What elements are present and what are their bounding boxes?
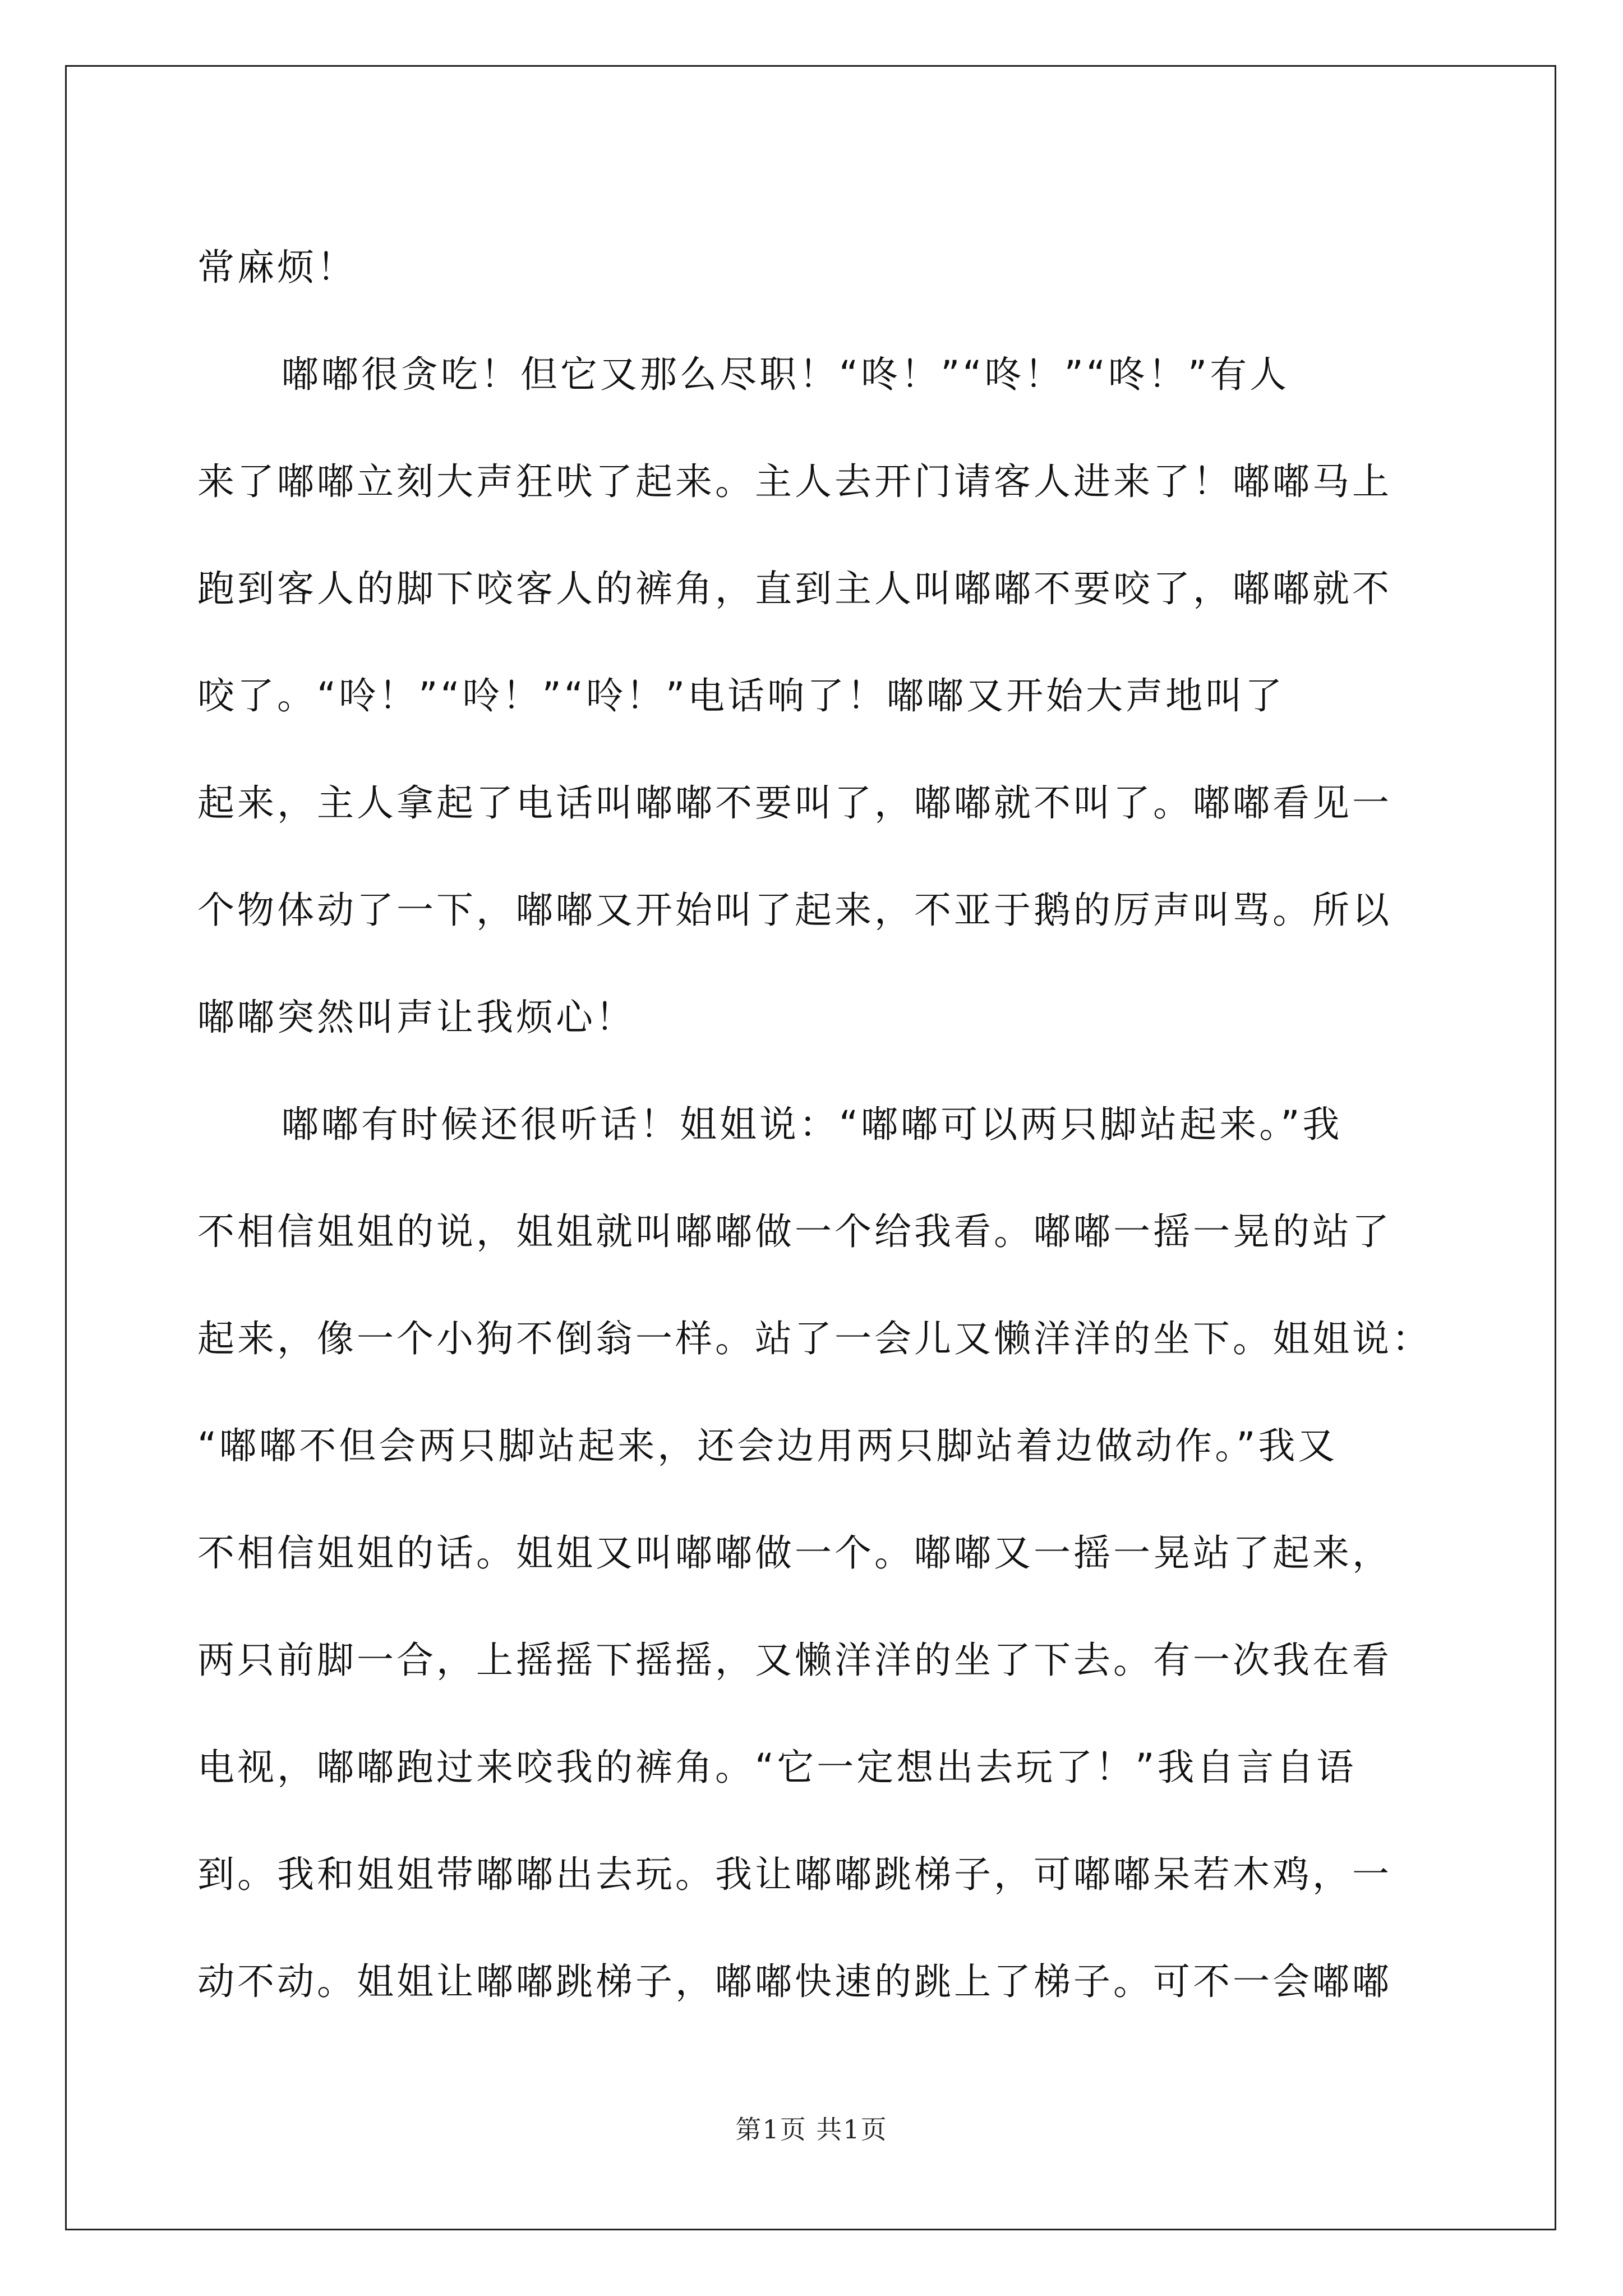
text-line: 不相信姐姐的话。姐姐又叫嘟嘟做一个。嘟嘟又一摇一晃站了起来， [197, 1531, 1392, 1575]
text-line: 到。我和姐姐带嘟嘟出去玩。我让嘟嘟跳梯子，可嘟嘟呆若木鸡，一 [197, 1853, 1392, 1896]
text-line: 个物体动了一下，嘟嘟又开始叫了起来，不亚于鹅的厉声叫骂。所以 [197, 889, 1392, 932]
text-line: 起来，像一个小狗不倒翁一样。站了一会儿又懒洋洋的坐下。姐姐说： [197, 1317, 1432, 1360]
text-line: 常麻烦！ [197, 246, 357, 289]
text-line: 嘟嘟突然叫声让我烦心！ [197, 996, 635, 1039]
text-line: 起来，主人拿起了电话叫嘟嘟不要叫了，嘟嘟就不叫了。嘟嘟看见一 [197, 781, 1392, 825]
text-line: 动不动。姐姐让嘟嘟跳梯子，嘟嘟快速的跳上了梯子。可不一会嘟嘟 [197, 1960, 1392, 2003]
text-line: 嘟嘟很贪吃！但它又那么尽职！“咚！”“咚！”“咚！”有人 [282, 353, 1290, 396]
text-line: “嘟嘟不但会两只脚站起来，还会边用两只脚站着边做动作。”我又 [197, 1424, 1338, 1467]
document-body [197, 214, 1448, 2035]
text-line: 嘟嘟有时候还很听话！姐姐说：“嘟嘟可以两只脚站起来。”我 [282, 1103, 1343, 1146]
text-line: 来了嘟嘟立刻大声狂吠了起来。主人去开门请客人进来了！嘟嘟马上 [197, 460, 1392, 503]
text-line: 电视，嘟嘟跑过来咬我的裤角。“它一定想出去玩了！”我自言自语 [197, 1746, 1357, 1789]
text-line: 两只前脚一合，上摇摇下摇摇，又懒洋洋的坐了下去。有一次我在看 [197, 1639, 1392, 1682]
text-line: 咬了。“呤！”“呤！”“呤！”电话响了！嘟嘟又开始大声地叫了 [197, 674, 1285, 717]
text-line: 不相信姐姐的说，姐姐就叫嘟嘟做一个给我看。嘟嘟一摇一晃的站了 [197, 1210, 1392, 1253]
page-number-footer: 第1页 共1页 [735, 2114, 888, 2145]
text-line: 跑到客人的脚下咬客人的裤角，直到主人叫嘟嘟不要咬了，嘟嘟就不 [197, 567, 1392, 610]
